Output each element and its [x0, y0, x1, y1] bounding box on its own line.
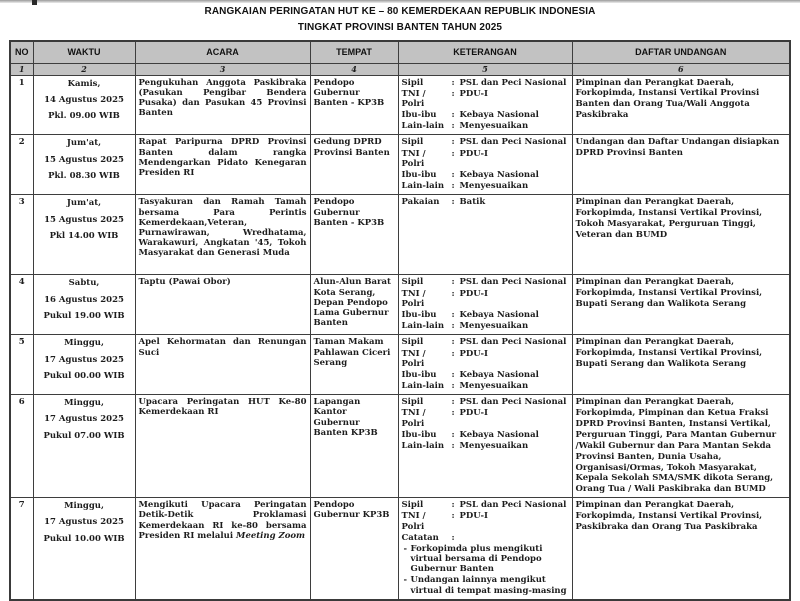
cell-undangan: Pimpinan dan Perangkat Daerah, Forkopimda, Pimpinan dan Ketua Fraksi DPRD Provinsi Banten, Instansi Vertikal, Perguruan Tinggi, Para Mantan Gubernur /Wakil Gubernur dan Para Mantan Sekda Provinsi Banten, Dunia Usaha, Organisasi/Ormas, Tokoh Masyarakat, Kepala Sekolah SMA/SMK dikota Serang, Orang Tua / Wali Paskibraka dan BUMD	[572, 395, 790, 498]
keterangan-item	[402, 370, 569, 380]
keterangan-value: Menyesuaikan	[459, 381, 529, 392]
table-head	[10, 41, 790, 75]
keterangan-label: Ibu-ibu	[401, 429, 437, 440]
waktu-line: Minggu,	[64, 501, 104, 512]
schedule-table	[9, 40, 791, 601]
keterangan-item	[402, 149, 569, 169]
waktu-line: Pkl. 09.00 WIB	[48, 110, 120, 121]
keterangan-colon: :	[451, 88, 455, 99]
keterangan-value: Menyesuaikan	[459, 121, 529, 132]
waktu-line: 14 Agustus 2025	[44, 94, 124, 105]
waktu-line: Pkl 14.00 WIB	[49, 230, 119, 241]
keterangan-item	[402, 110, 569, 120]
keterangan-label: Sipil	[401, 137, 424, 148]
keterangan-value: PDU-I	[459, 511, 489, 522]
keterangan-label: Ibu-ibu	[401, 110, 437, 121]
column-number: 3	[135, 63, 310, 75]
cell-acara: Rapat Paripurna DPRD Provinsi Banten dalam rangka Mendengarkan Pidato Kenegaran Presiden RI	[135, 135, 310, 195]
keterangan-colon: :	[451, 309, 455, 320]
keterangan-item	[402, 197, 569, 207]
column-number: 4	[310, 63, 398, 75]
cell-keterangan	[398, 275, 572, 335]
cell-waktu	[33, 135, 135, 195]
keterangan-value: PDU-I	[459, 408, 489, 419]
cell-no: 4	[10, 275, 33, 335]
column-header-daftar-undangan: DAFTAR UNDANGAN	[572, 41, 790, 63]
keterangan-item	[402, 289, 569, 309]
cell-no: 7	[10, 498, 33, 600]
keterangan-colon: :	[451, 532, 455, 543]
waktu-line: Kamis,	[67, 78, 101, 89]
keterangan-item	[402, 349, 569, 369]
keterangan-value: PSL dan Peci Nasional	[459, 137, 567, 148]
keterangan-label: Pakaian	[401, 197, 440, 208]
cell-no: 6	[10, 395, 33, 498]
column-header-acara: ACARA	[135, 41, 310, 63]
keterangan-value	[460, 533, 569, 543]
keterangan-value: PDU-I	[459, 288, 489, 299]
waktu-line: Minggu,	[64, 398, 104, 409]
scan-artifact	[32, 0, 37, 5]
document-title-line2: TINGKAT PROVINSI BANTEN TAHUN 2025	[297, 22, 503, 33]
keterangan-label: Sipil	[401, 277, 424, 288]
keterangan-label: Lain-lain	[401, 381, 445, 392]
keterangan-colon: :	[451, 429, 455, 440]
keterangan-item	[402, 310, 569, 320]
cell-acara: Pengukuhan Anggota Paskibraka (Pasukan Pengibar Bendera Pusaka) dan Pasukan 45 Provinsi Banten	[135, 75, 310, 135]
keterangan-value: PDU-I	[459, 148, 489, 159]
document-header	[0, 0, 800, 33]
keterangan-label: TNI / Polri	[401, 288, 426, 309]
cell-tempat: Pendopo Gubernur Banten - KP3B	[310, 75, 398, 135]
waktu-line: Pukul 10.00 WIB	[43, 533, 125, 544]
cell-undangan: Pimpinan dan Perangkat Daerah, Forkopimda, Instansi Vertikal Provinsi Banten dan Orang Tua/Wali Anggota Paskibraka	[572, 75, 790, 135]
keterangan-item	[402, 89, 569, 109]
cell-waktu	[33, 275, 135, 335]
keterangan-value: PSL dan Peci Nasional	[459, 500, 567, 511]
waktu-line: Minggu,	[64, 338, 104, 349]
keterangan-colon: :	[451, 397, 455, 408]
cell-no: 3	[10, 195, 33, 275]
waktu-line: Jum'at,	[66, 198, 102, 209]
keterangan-item	[402, 430, 569, 440]
cell-acara: Taptu (Pawai Obor)	[135, 275, 310, 335]
waktu-line: Sabtu,	[68, 278, 100, 289]
cell-undangan: Pimpinan dan Perangkat Daerah, Forkopimda, Instansi Vertikal Provinsi, Bupati Serang dan Walikota Serang	[572, 335, 790, 395]
cell-no: 1	[10, 75, 33, 135]
keterangan-item	[402, 137, 569, 147]
column-header-no: NO	[10, 41, 33, 63]
keterangan-colon: :	[451, 170, 455, 180]
table-row	[10, 275, 790, 335]
column-number: 5	[398, 63, 572, 75]
keterangan-label: Ibu-ibu	[401, 170, 437, 180]
cell-undangan: Pimpinan dan Perangkat Daerah, Forkopimda, Instansi Vertikal Provinsi, Paskibraka dan Orang Tua Paskibraka	[572, 498, 790, 600]
cell-no: 5	[10, 335, 33, 395]
cell-tempat: Pendopo Gubernur KP3B	[310, 498, 398, 600]
keterangan-note	[404, 544, 569, 575]
keterangan-item	[402, 408, 569, 428]
keterangan-label: Lain-lain	[401, 181, 445, 192]
keterangan-value: Menyesuaikan	[459, 441, 529, 451]
table-row	[10, 498, 790, 600]
column-number: 1	[10, 63, 33, 75]
note-dash: -	[403, 543, 408, 554]
cell-waktu	[33, 195, 135, 275]
waktu-line: Pukul 19.00 WIB	[43, 310, 125, 321]
keterangan-label: TNI / Polri	[401, 148, 426, 169]
cell-keterangan	[398, 498, 572, 600]
keterangan-label: Sipil	[401, 337, 424, 348]
cell-acara: Mengikuti Upacara Peringatan Detik-Detik Proklamasi Kemerdekaan RI ke-80 bersama Presiden RI melalui Meeting Zoom	[135, 498, 310, 600]
note-text: Undangan lainnya mengikut virtual di tempat masing-masing	[410, 575, 567, 596]
keterangan-item	[402, 181, 569, 191]
cell-keterangan	[398, 195, 572, 275]
keterangan-value: Kebaya Nasional	[459, 429, 539, 440]
keterangan-colon: :	[451, 511, 455, 522]
keterangan-item	[402, 277, 569, 287]
header-row	[10, 41, 790, 63]
waktu-line: Pukul 07.00 WIB	[43, 430, 125, 441]
table-row	[10, 75, 790, 135]
cell-acara: Tasyakuran dan Ramah Tamah bersama Para Perintis Kemerdekaan,Veteran, Purnawirawan, Wredhatama, Warakawuri, Angkatan '45, Tokoh Masyarakat dan Generasi Muda	[135, 195, 310, 275]
table-row	[10, 135, 790, 195]
cell-no: 2	[10, 135, 33, 195]
keterangan-colon: :	[451, 137, 455, 148]
column-number: 2	[33, 63, 135, 75]
cell-waktu	[33, 498, 135, 600]
keterangan-colon: :	[451, 181, 455, 192]
keterangan-item	[402, 170, 569, 180]
keterangan-value: Kebaya Nasional	[459, 369, 539, 380]
cell-tempat: Alun-Alun Barat Kota Serang, Depan Pendopo Lama Gubernur Banten	[310, 275, 398, 335]
waktu-line: Pukul 00.00 WIB	[43, 370, 125, 381]
keterangan-label: Sipil	[401, 500, 424, 511]
cell-keterangan	[398, 335, 572, 395]
column-header-waktu: WAKTU	[33, 41, 135, 63]
keterangan-value: PSL dan Peci Nasional	[459, 277, 567, 288]
waktu-line: 15 Agustus 2025	[44, 154, 124, 165]
keterangan-colon: :	[451, 441, 455, 451]
keterangan-colon: :	[451, 348, 455, 359]
cell-undangan: Pimpinan dan Perangkat Daerah, Forkopimda, Instansi Vertikal Provinsi, Bupati Serang dan Walikota Serang	[572, 275, 790, 335]
keterangan-item	[402, 121, 569, 131]
cell-undangan: Undangan dan Daftar Undangan disiapkan DPRD Provinsi Banten	[572, 135, 790, 195]
keterangan-item	[402, 533, 569, 543]
cell-tempat: Gedung DPRD Provinsi Banten	[310, 135, 398, 195]
keterangan-label: Catatan	[401, 532, 439, 543]
keterangan-item	[402, 321, 569, 331]
column-number: 6	[572, 63, 790, 75]
table-row	[10, 395, 790, 498]
keterangan-value: PSL dan Peci Nasional	[459, 397, 567, 408]
waktu-line: Pkl. 08.30 WIB	[48, 170, 120, 181]
keterangan-item	[402, 381, 569, 391]
keterangan-label: TNI / Polri	[401, 511, 426, 532]
waktu-line: 15 Agustus 2025	[44, 214, 124, 225]
keterangan-value: Batik	[459, 197, 486, 208]
keterangan-label: Sipil	[401, 397, 424, 408]
waktu-line: 17 Agustus 2025	[44, 414, 124, 425]
keterangan-label: Lain-lain	[401, 121, 445, 132]
document-title-line1: RANGKAIAN PERINGATAN HUT KE – 80 KEMERDEKAAN REPUBLIK INDONESIA	[204, 6, 596, 17]
keterangan-colon: :	[451, 77, 455, 88]
keterangan-value: PDU-I	[459, 348, 489, 359]
waktu-line: Jum'at,	[66, 138, 102, 149]
keterangan-value: Kebaya Nasional	[459, 110, 539, 121]
column-number-row	[10, 63, 790, 75]
keterangan-label: Sipil	[401, 77, 424, 88]
acara-emphasis: Meeting Zoom	[236, 530, 306, 541]
keterangan-item	[402, 441, 569, 451]
keterangan-colon: :	[451, 110, 455, 121]
column-header-keterangan: KETERANGAN	[398, 41, 572, 63]
keterangan-label: Lain-lain	[401, 321, 445, 332]
keterangan-value: Menyesuaikan	[459, 321, 529, 332]
cell-tempat: Pendopo Gubernur Banten - KP3B	[310, 195, 398, 275]
keterangan-colon: :	[451, 381, 455, 392]
note-dash: -	[403, 575, 408, 586]
cell-acara: Upacara Peringatan HUT Ke-80 Kemerdekaan RI	[135, 395, 310, 498]
keterangan-item	[402, 397, 569, 407]
keterangan-colon: :	[451, 500, 455, 511]
keterangan-value: PSL dan Peci Nasional	[459, 77, 567, 88]
keterangan-label: TNI / Polri	[401, 88, 426, 109]
cell-waktu	[33, 395, 135, 498]
keterangan-colon: :	[451, 337, 455, 348]
keterangan-value: PDU-I	[459, 88, 489, 99]
column-header-tempat: TEMPAT	[310, 41, 398, 63]
cell-tempat: Taman Makam Pahlawan Ciceri Serang	[310, 335, 398, 395]
keterangan-item	[402, 500, 569, 510]
keterangan-colon: :	[451, 148, 455, 159]
keterangan-label: TNI / Polri	[401, 348, 426, 369]
keterangan-value: Kebaya Nasional	[459, 170, 539, 180]
cell-undangan: Pimpinan dan Perangkat Daerah, Forkopimda, Instansi Vertikal Provinsi, Tokoh Masyarakat, Perguruan Tinggi, Veteran dan BUMD	[572, 195, 790, 275]
keterangan-note	[404, 575, 569, 595]
keterangan-colon: :	[451, 121, 455, 132]
table-row	[10, 195, 790, 275]
cell-keterangan	[398, 75, 572, 135]
keterangan-value: Kebaya Nasional	[459, 309, 539, 320]
keterangan-colon: :	[451, 321, 455, 332]
keterangan-colon: :	[451, 369, 455, 380]
note-text: Forkopimda plus mengikuti virtual bersama di Pendopo Gubernur Banten	[410, 543, 543, 575]
keterangan-colon: :	[451, 288, 455, 299]
keterangan-item	[402, 78, 569, 88]
cell-acara: Apel Kehormatan dan Renungan Suci	[135, 335, 310, 395]
waktu-line: 16 Agustus 2025	[44, 294, 124, 305]
keterangan-label: TNI / Polri	[401, 408, 426, 429]
keterangan-label: Lain-lain	[401, 441, 445, 451]
waktu-line: 17 Agustus 2025	[44, 517, 124, 528]
cell-tempat: Lapangan Kantor Gubernur Banten KP3B	[310, 395, 398, 498]
cell-waktu	[33, 75, 135, 135]
keterangan-value: Menyesuaikan	[459, 181, 529, 192]
keterangan-colon: :	[451, 197, 455, 208]
cell-keterangan	[398, 395, 572, 498]
keterangan-item	[402, 337, 569, 347]
keterangan-value: PSL dan Peci Nasional	[459, 337, 567, 348]
table-row	[10, 335, 790, 395]
scan-edge-shadow	[0, 0, 800, 3]
keterangan-label: Ibu-ibu	[401, 309, 437, 320]
keterangan-label: Ibu-ibu	[401, 369, 437, 380]
keterangan-colon: :	[451, 277, 455, 288]
cell-waktu	[33, 335, 135, 395]
table-body	[10, 75, 790, 600]
keterangan-item	[402, 511, 569, 531]
waktu-line: 17 Agustus 2025	[44, 354, 124, 365]
keterangan-colon: :	[451, 408, 455, 419]
cell-keterangan	[398, 135, 572, 195]
